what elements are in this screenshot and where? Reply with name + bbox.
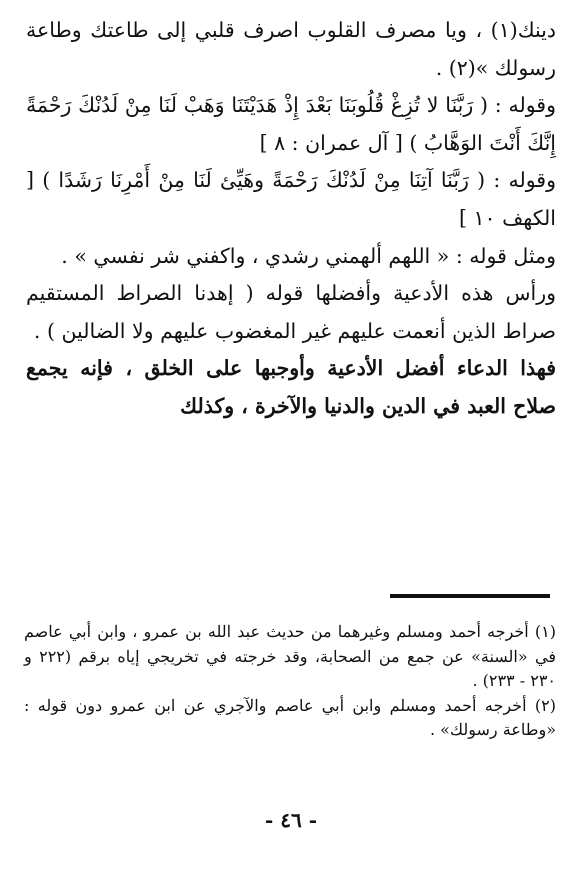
- paragraph: وقوله : ( رَبَّنَا لا تُزِغْ قُلُوبَنَا بَعْدَ إِذْ هَدَيْتَنَا وَهَبْ لَنَا مِنْ لَدُنْكَ رَحْمَةً إِنَّكَ أَنْتَ الوَهَّابُ ) [ آل عمران : ٨ ]: [26, 93, 556, 155]
- main-text: [26, 12, 556, 426]
- paragraph: ورأس هذه الأدعية وأفضلها قوله ( إهدنا الصراط المستقيم صراط الذين أنعمت عليهم غير المغضوب عليهم ولا الضالين ) .: [26, 281, 556, 343]
- paragraph: فهذا الدعاء أفضل الأدعية وأوجبها على الخلق ، فإنه يجمع صلاح العبد في الدين والدنيا والآخرة ، وكذلك: [26, 356, 556, 418]
- footnote: (١) أخرجه أحمد ومسلم وغيرهما من حديث عبد الله بن عمرو ، وابن أبي عاصم في «السنة» عن جمع من الصحابة، وقد خرجته في تخريجي إياه برقم (٢٢٢ و ٢٣٠ - ٢٣٣) .: [24, 622, 557, 690]
- footnotes: [24, 620, 556, 743]
- footnote-separator: [390, 594, 550, 598]
- footnote: (٢) أخرجه أحمد ومسلم وابن أبي عاصم والآجري عن ابن عمرو دون قوله : «وطاعة رسولك» .: [24, 695, 556, 739]
- paragraph: دينك(١) ، ويا مصرف القلوب اصرف قلبي إلى طاعتك وطاعة رسولك »(٢) .: [26, 18, 556, 80]
- paragraph: وقوله : ( رَبَّنَا آتِنَا مِنْ لَدُنْكَ رَحْمَةً وهَيِّئ لَنَا مِنْ أَمْرِنَا رَشَدًا ) [ الكهف ١٠ ]: [26, 168, 556, 230]
- page-number: - ٤٦ -: [264, 808, 317, 832]
- paragraph: ومثل قوله : « اللهم ألهمني رشدي ، واكفني شر نفسي » .: [61, 243, 556, 268]
